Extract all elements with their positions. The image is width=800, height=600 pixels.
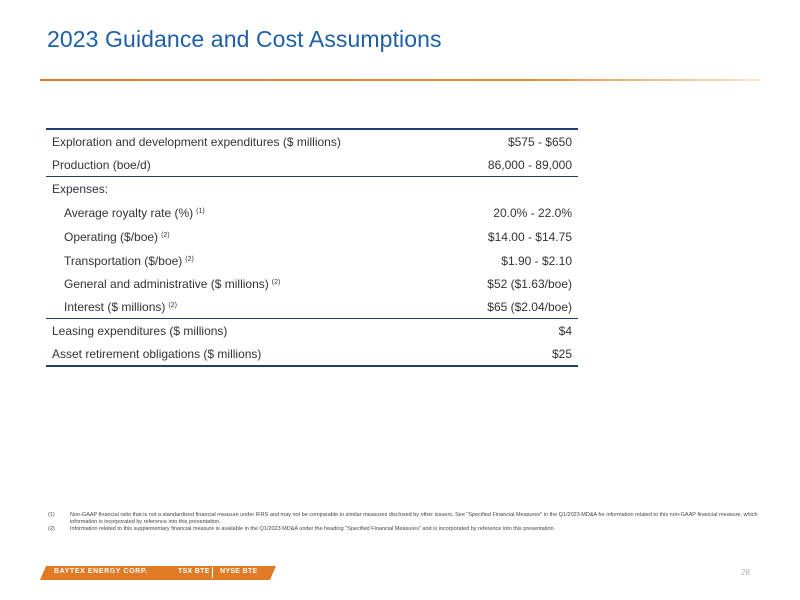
table-row xyxy=(46,342,578,365)
table-row xyxy=(46,176,578,201)
row-value: $52 ($1.63/boe) xyxy=(487,276,572,291)
row-value: $25 xyxy=(551,346,572,361)
row-label: Exploration and development expenditures ($ millions) xyxy=(52,134,341,149)
row-value: $575 - $650 xyxy=(507,134,572,149)
footnote-ref: (1) xyxy=(196,208,205,215)
guidance-table xyxy=(46,128,578,367)
table-row xyxy=(46,318,578,342)
table-row xyxy=(46,153,578,176)
footnote-ref: (2) xyxy=(185,255,194,263)
row-label: Leasing expenditures ($ millions) xyxy=(52,323,228,338)
row-label: General and administrative ($ millions) $^{(2)}$ xyxy=(64,276,281,291)
footnote-ref: (2) xyxy=(168,301,177,309)
company-name: BAYTEX ENERGY CORP. xyxy=(54,568,148,575)
nyse-ticker: NYSE BTE xyxy=(220,568,258,575)
row-value: $65 ($2.04/boe) xyxy=(487,299,572,314)
footnote-ref: (2) xyxy=(161,232,170,239)
page-title: 2023 Guidance and Cost Assumptions xyxy=(47,26,442,52)
row-value: $4 xyxy=(558,323,572,338)
row-label: Expenses: xyxy=(52,182,109,196)
ticker-divider xyxy=(212,567,213,578)
footnote-number: (2) xyxy=(48,526,55,532)
footnote-text: Information related to this supplementary financial measure is available in the Q1/2023 MD&A under the heading "Specified Financial Measures" and is incorporated by reference into this presentation. xyxy=(70,526,556,532)
footnote xyxy=(48,526,760,533)
row-label: Production (boe/d) xyxy=(52,157,151,172)
footnote-text: Non-GAAP financial ratio that is not a standardized financial measure under IFRS and may not be comparable to similar measures disclosed by other issuers. See "Specified Financial Measures" in the Q1/2023 MD&A for information related to this non-GAAP financial measure, which information is incorporated by reference into this presentation. xyxy=(70,512,758,525)
row-label: Transportation ($/boe) $^{(2)}$ xyxy=(64,253,194,268)
table-row xyxy=(46,201,578,225)
row-label: Asset retirement obligations ($ millions) xyxy=(52,346,262,361)
row-value: 86,000 - 89,000 xyxy=(487,157,572,172)
footnotes xyxy=(48,512,760,533)
table-row xyxy=(46,130,578,153)
footnote-ref: (2) xyxy=(271,278,281,286)
table-row xyxy=(46,249,578,272)
table-row xyxy=(46,225,578,249)
row-value: $1.90 - $2.10 xyxy=(501,253,572,268)
tsx-ticker: TSX BTE xyxy=(178,568,210,575)
row-value: $14.00 - $14.75 xyxy=(487,230,572,244)
row-label: Operating ($/boe) $^{(2)}$ xyxy=(64,230,170,244)
page-number: 28 xyxy=(741,568,750,577)
footnote-number: (1) xyxy=(48,512,55,518)
row-label: Interest ($ millions) $^{(2)}$ xyxy=(64,299,177,314)
table-row xyxy=(46,295,578,318)
row-value: 20.0% - 22.0% xyxy=(493,206,572,220)
footnote xyxy=(48,512,760,526)
row-label: Average royalty rate (%) $^{(1)}$ xyxy=(64,206,205,220)
title-divider xyxy=(40,79,760,81)
table-row xyxy=(46,272,578,295)
